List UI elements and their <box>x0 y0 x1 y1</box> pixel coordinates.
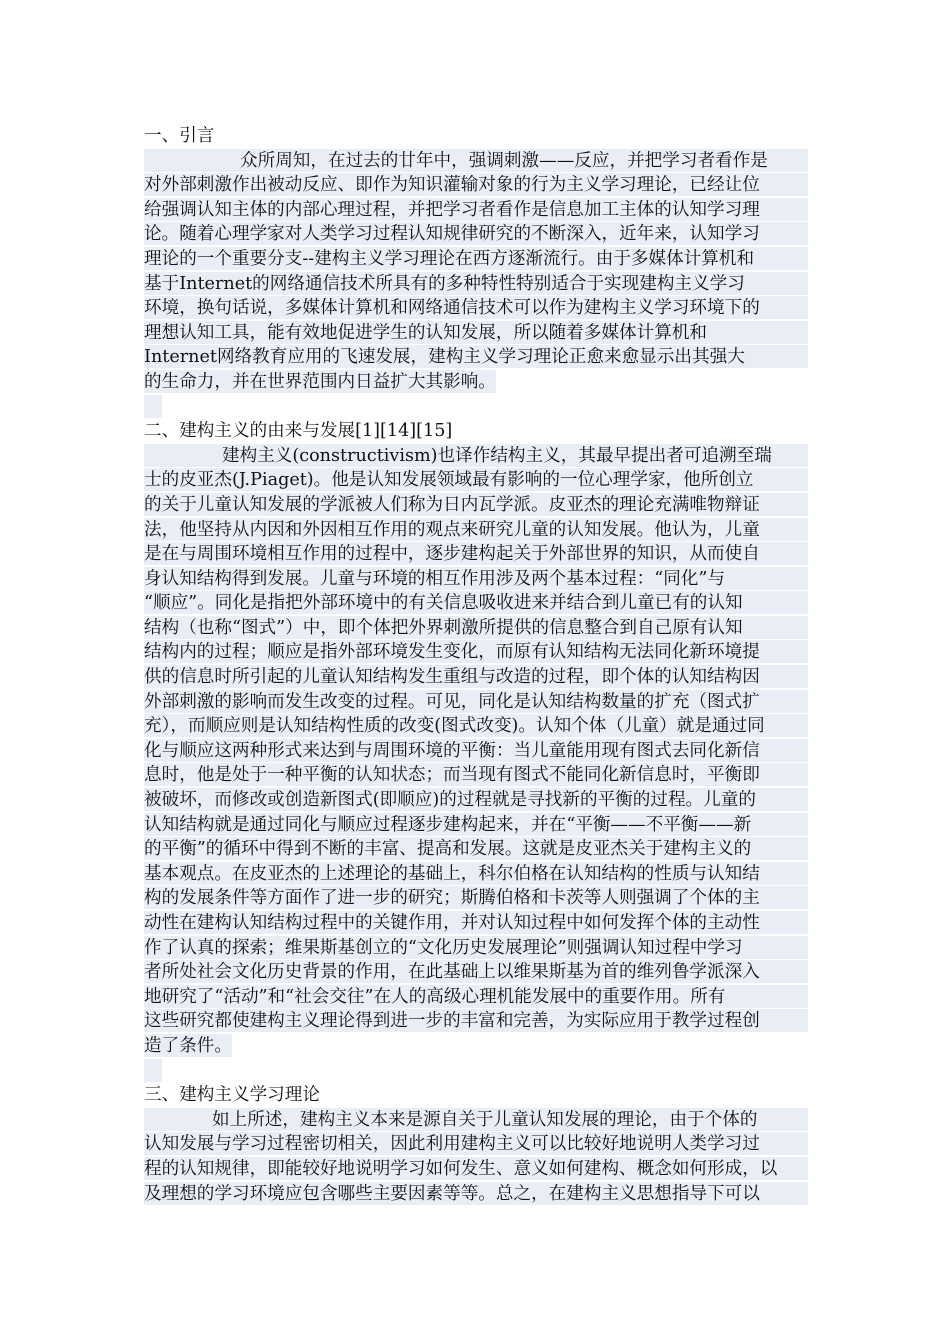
paragraph-line: 基于Internet的网络通信技术所具有的多种特性特别适合于实现建构主义学习 <box>144 272 808 295</box>
paragraph-line: 动性在建构认知结构过程中的关键作用，并对认知过程中如何发挥个体的主动性 <box>144 911 808 934</box>
section-heading-text: 一、引言 <box>144 126 215 146</box>
paragraph-line: 供的信息时所引起的儿童认知结构发生重组与改造的过程，即个体的认知结构因 <box>144 665 808 688</box>
paragraph-line: 环境，换句话说，多媒体计算机和网络通信技术可以作为建构主义学习环境下的 <box>144 296 808 319</box>
paragraph-line: 者所处社会文化历史背景的作用，在此基础上以维果斯基为首的维列鲁学派深入 <box>144 960 808 983</box>
paragraph-line: 的生命力，并在世界范围内日益扩大其影响。 <box>144 371 496 392</box>
paragraph-line: 这些研究都使建构主义理论得到进一步的丰富和完善，为实际应用于教学过程创 <box>144 1009 808 1032</box>
paragraph-line: 的平衡”的循环中得到不断的丰富、提高和发展。这就是皮亚杰关于建构主义的 <box>144 837 808 860</box>
paragraph-line: 理论的一个重要分支--建构主义学习理论在西方逐渐流行。由于多媒体计算机和 <box>144 247 808 270</box>
paragraph-line: 地研究了“活动”和“社会交往”在人的高级心理机能发展中的重要作用。所有 <box>144 985 808 1008</box>
paragraph-line: 作了认真的探索；维果斯基创立的“文化历史发展理论”则强调认知过程中学习 <box>144 936 808 959</box>
paragraph-line: 认知结构就是通过同化与顺应过程逐步建构起来，并在“平衡——不平衡——新 <box>144 813 808 836</box>
paragraph-line: 士的皮亚杰(J.Piaget)。他是认知发展领域最有影响的一位心理学家，他所创立 <box>144 468 808 491</box>
paragraph-line: Internet网络教育应用的飞速发展，建构主义学习理论正愈来愈显示出其强大 <box>144 345 808 368</box>
paragraph-line: 理想认知工具，能有效地促进学生的认知发展，所以随着多媒体计算机和 <box>144 321 808 344</box>
empty-paragraph-mark <box>144 1059 162 1082</box>
paragraph-line: “顺应”。同化是指把外部环境中的有关信息吸收进来并结合到儿童已有的认知 <box>144 591 808 614</box>
section-heading <box>144 419 808 444</box>
empty-paragraph-mark <box>144 395 162 418</box>
section-heading-text: 二、建构主义的由来与发展[1][14][15] <box>144 421 453 442</box>
paragraph-line: 构的发展条件等方面作了进一步的研究；斯腾伯格和卡茨等人则强调了个体的主 <box>144 886 808 909</box>
paragraph-line: 论。随着心理学家对人类学习过程认知规律研究的不断深入，近年来，认知学习 <box>144 222 808 245</box>
paragraph-line: 身认知结构得到发展。儿童与环境的相互作用涉及两个基本过程：“同化”与 <box>144 567 808 590</box>
paragraph-line: 对外部刺激作出被动反应、即作为知识灌输对象的行为主义学习理论，已经让位 <box>144 173 808 196</box>
section-heading-text: 三、建构主义学习理论 <box>144 1085 320 1106</box>
paragraph-line: 法，他坚持从内因和外因相互作用的观点来研究儿童的认知发展。他认为，儿童 <box>144 518 808 541</box>
paragraph-line: 被破坏，而修改或创造新图式(即顺应)的过程就是寻找新的平衡的过程。儿童的 <box>144 788 808 811</box>
paragraph-line: 认知发展与学习过程密切相关，因此利用建构主义可以比较好地说明人类学习过 <box>144 1132 808 1155</box>
paragraph-line: 是在与周围环境相互作用的过程中，逐步建构起关于外部世界的知识，从而使自 <box>144 542 808 565</box>
paragraph-line: 及理想的学习环境应包含哪些主要因素等等。总之，在建构主义思想指导下可以 <box>144 1182 808 1205</box>
paragraph-line: 化与顺应这两种形式来达到与周围环境的平衡：当儿童能用现有图式去同化新信 <box>144 739 808 762</box>
section-heading <box>144 124 808 149</box>
document-body <box>144 124 808 1206</box>
paragraph-line: 息时，他是处于一种平衡的认知状态；而当现有图式不能同化新信息时，平衡即 <box>144 763 808 786</box>
paragraph-line: 外部刺激的影响而发生改变的过程。可见，同化是认知结构数量的扩充（图式扩 <box>144 690 808 713</box>
paragraph-line: 结构（也称“图式”）中，即个体把外界刺激所提供的信息整合到自己原有认知 <box>144 616 808 639</box>
paragraph-line: 众所周知，在过去的廿年中，强调刺激——反应，并把学习者看作是 <box>144 149 808 172</box>
paragraph-line: 造了条件。 <box>144 1035 232 1056</box>
section-heading <box>144 1083 808 1108</box>
paragraph-line: 给强调认知主体的内部心理过程，并把学习者看作是信息加工主体的认知学习理 <box>144 198 808 221</box>
paragraph-line: 如上所述，建构主义本来是源自关于儿童认知发展的理论，由于个体的 <box>144 1108 808 1131</box>
paragraph-line: 程的认知规律，即能较好地说明学习如何发生、意义如何建构、概念如何形成，以 <box>144 1157 808 1180</box>
paragraph-line: 的关于儿童认知发展的学派被人们称为日内瓦学派。皮亚杰的理论充满唯物辩证 <box>144 493 808 516</box>
paragraph-line: 结构内的过程；顺应是指外部环境发生变化，而原有认知结构无法同化新环境提 <box>144 640 808 663</box>
paragraph-line: 基本观点。在皮亚杰的上述理论的基础上，科尔伯格在认知结构的性质与认知结 <box>144 862 808 885</box>
paragraph-line: 建构主义(constructivism)也译作结构主义，其最早提出者可追溯至瑞 <box>144 444 808 467</box>
paragraph-line: 充），而顺应则是认知结构性质的改变(图式改变)。认知个体（儿童）就是通过同 <box>144 714 808 737</box>
